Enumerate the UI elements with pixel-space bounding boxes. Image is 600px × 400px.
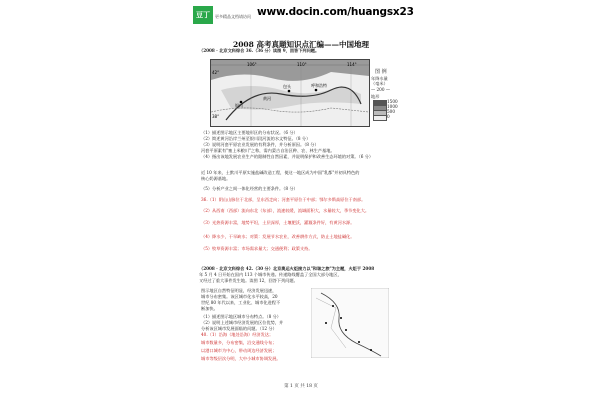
city-dot-hohhot — [315, 89, 318, 92]
question-36-context: 近 10 年来，土默川平原实施盐碱改造工程，使这一地区成为中国"乳都"并初具特色的 — [201, 170, 360, 175]
map-city-label-yinchuan: 银川 — [235, 103, 243, 108]
legend-band-2: 1000 — [387, 104, 398, 109]
question-36-5: （5）分析产业之间一体化经营的主要条件。（8 分） — [201, 186, 298, 191]
map-figure-9-svg — [211, 60, 369, 126]
answer-36-4: （4）降水少，干旱缺水；对策：发展节水农业，改善耕作方式，防止土地盐碱化。 — [201, 234, 355, 239]
question-42-intro: （2008 · 北京文科综合 42.（30 分）北京奥运火炬接力以"和谐之旅"为主题，火炬于 2008 — [199, 266, 375, 271]
legend-title: 图 例 — [375, 69, 387, 75]
question-42-intro-3: 又经过了重大事件发生地。读图 12，回答下列问题。 — [199, 278, 298, 283]
answer-42-4: 城市等级层次分明，大中小城市协调发展。 — [201, 356, 281, 361]
docin-banner — [193, 6, 414, 28]
question-36-context-2: 核心奶源基地。 — [201, 176, 231, 181]
answer-36-5: （5）牧草资源丰富；市场需求量大；交通便利；政策支持。 — [201, 246, 313, 251]
question-36-2: （2）简述黄河沿岸兰州至银川段河流的水文特征。（8 分） — [201, 136, 311, 141]
question-42-context-4: 断加快。 — [201, 306, 218, 311]
answer-42-3: 以港口城市为中心，带动周边经济发展； — [201, 348, 277, 353]
legend-terrain-label: 地形 — [371, 94, 380, 99]
map-figure-12 — [311, 288, 389, 358]
question-42-context-3: 世纪 80 年代以来，工业化、城市化进程不 — [201, 300, 281, 305]
answer-36-3: （3）光热资源丰富，地势平坦，土层深厚，土壤肥沃，灌溉条件好，有黄河水源。 — [201, 220, 355, 225]
map-river-label: 黄河 — [263, 96, 271, 101]
question-36-intro: （2008 · 北京文科综合 36.（36 分）读图 9，回答下列问题。 — [199, 48, 320, 53]
question-42-context-2: 城市分布密集。该区城市化水平较高，20 — [201, 294, 278, 299]
city-dot-baotou — [288, 90, 291, 93]
map-lon-label-1: 106° — [247, 62, 257, 67]
banner-url-link[interactable]: www.docin.com/huangsx23 — [257, 6, 414, 18]
page-footer: 第 1 页 共 18 页 — [284, 384, 318, 389]
map-city-label-hohhot: 呼和浩特 — [311, 83, 327, 88]
map-legend — [371, 60, 407, 122]
question-42-intro-2: 年 5 月 4 日开始在国内 113 个城市传递。传递路线覆盖了全国大部分地区， — [199, 272, 342, 277]
map-lon-label-2: 110° — [297, 62, 307, 67]
question-42-1: （1）描述图示地区城市分布特点。（8 分） — [201, 314, 281, 319]
question-36-3-note: 河套平原素有"塞上米粮川"之称，需内蒙古自治区种、农、林生产基地。 — [201, 148, 335, 153]
banner-tagline: 更多精品文档请访问 — [215, 14, 251, 19]
docin-logo[interactable]: 豆丁 — [193, 6, 213, 24]
legend-isohyet: — 200 — — [371, 87, 391, 92]
legend-unit: （毫米） — [371, 81, 388, 86]
answer-36-2: （2）从西南（西部）流向东北（东部），流速较缓，流域面积大，水量较大，季节变化大。 — [201, 208, 370, 213]
document-title: 2008 高考真题知识点汇编——中国地理 — [233, 40, 369, 49]
answer-42-1: 40.（1）沿海（地处沿海）经济发达； — [201, 332, 274, 337]
question-36-1: （1）描述图示地区主要地形区的分布状况。（6 分） — [201, 130, 298, 135]
map-figure-9 — [210, 59, 370, 127]
legend-band-1: 1500 — [387, 99, 398, 104]
answer-42-2: 城市数量多，分布密集，沿交通线分布； — [201, 340, 277, 345]
map-lat-label-1: 42° — [212, 70, 220, 75]
answer-36-1: 36.（1）阴山山脉位于北部，呈东西走向；河套平原位于中部；鄂尔多斯高原位于南部。 — [201, 197, 366, 202]
question-42-2b: 分析该区城市发展面临的问题。（12 分） — [201, 326, 277, 331]
map-figure-12-svg — [311, 288, 389, 358]
legend-subtitle: 年降水量 — [371, 76, 388, 81]
question-42-2: （2）说明上述城市经济发展的区位优势，并 — [201, 320, 284, 325]
legend-band-4: 0 — [387, 114, 390, 119]
question-42-context-1: 图示地区自然特征明显，经济发展迅速， — [201, 288, 277, 293]
question-36-4: （4）指出该地发展农业生产的限制性自然因素，并说明保护和改善生态环境的对策。（6 分） — [201, 154, 374, 159]
document-page — [193, 0, 414, 400]
legend-band-swatch-4 — [373, 115, 387, 121]
map-city-label-baotou: 包头 — [283, 84, 291, 89]
map-lat-label-2: 38° — [212, 114, 220, 119]
map-lon-label-3: 114° — [347, 62, 357, 67]
legend-band-3: 500 — [387, 109, 395, 114]
question-36-3: （3）说明河套平原农业发展的有利条件，并分析原因。（8 分） — [201, 142, 319, 147]
